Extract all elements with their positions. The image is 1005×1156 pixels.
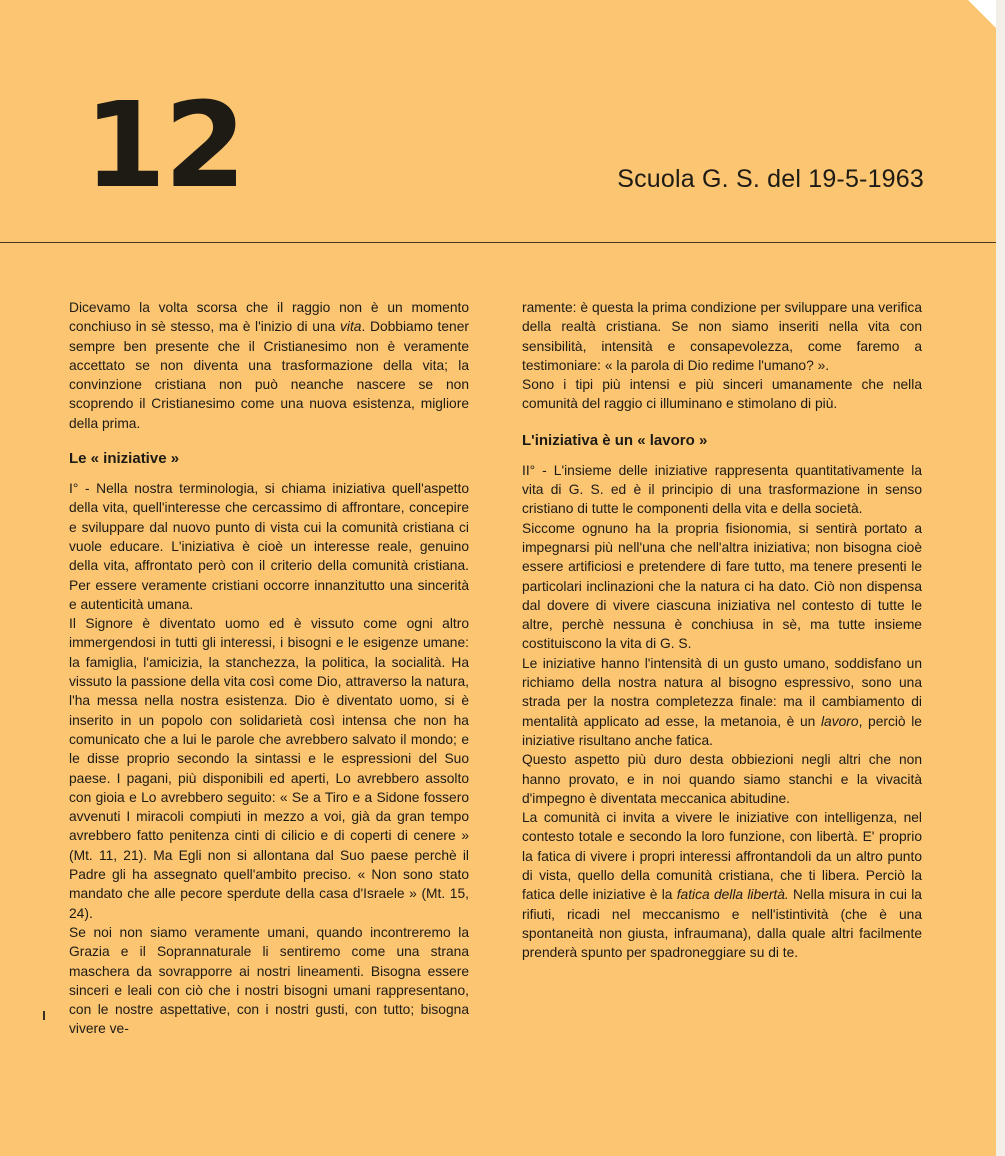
paragraph-text: La comunità ci invita a vivere le iniziative con intelligenza, nel contesto totale e secondo la loro funzione, con libertà. E' proprio la fatica di vivere i propri interessi affrontandoli da un altro punto di vista, quello della comunità cristiana, che ti libera. Perciò la fatica delle iniziative è la bbox=[522, 810, 922, 903]
section-heading-iniziative: Le « iniziative » bbox=[69, 450, 180, 468]
paragraph bbox=[522, 808, 922, 962]
intro-text-end: . Dobbiamo tener sempre ben presente che il Cristianesimo non è veramente accettato se non diventa una trasformazione della vita; la convinzione cristiana non può neanche nascere se non scoprendo il Cristianesimo come una nuova esistenza, migliore della prima. bbox=[69, 319, 469, 431]
paragraph-text-end: , perciò le iniziative risultano anche fatica. bbox=[522, 713, 922, 748]
paragraph: Siccome ognuno ha la propria fisionomia, si sentirà portato a impegnarsi più nell'una che nell'altra iniziativa; non bisogna cioè essere artificiosi e pretendere di fare tutto, ma tenere presenti le particolari inclinazioni che la natura ci ha dato. Ciò non dispensa dal dovere di vivere ciascuna iniziativa nel contesto di tutte le altre, perchè nessuna è conchiusa in sè, ma tutte insieme costituiscono la vita di G. S. bbox=[522, 520, 922, 652]
paragraph: ramente: è questa la prima condizione per sviluppare una verifica della realtà cristiana. Se non siamo inseriti nella vita con sensibilità, intensità e consapevolezza, come faremo a testimoniare: « la parola di Dio redime l'umano? ». bbox=[522, 300, 922, 373]
paragraph: Il Signore è diventato uomo ed è vissuto come ogni altro immergendosi in tutti gli interessi, i bisogni e le esigenze umane: la famiglia, l'amicizia, la stanchezza, la politica, la socialità. Ha vissuto la passione della vita così come Dio, attraverso la natura, l'ha messa nella nostra esistenza. Dio è diventato uomo, si è inserito in un popolo con solidarietà così intensa che non ha comunicato che a lui le parole che avrebbero salvato il mondo; e le disse proprio secondo la sintassi e le espressioni del Suo paese. I pagani, più disponibili ed aperti, Lo avrebbero assolto con gioia e Lo avrebbero seguito: « Se a Tiro e a Sidone fossero avvenuti I miracoli compiuti in mezzo a voi, già da gran tempo avrebbero fatto penitenza cinti di cilicio e di coperti di cenere » (Mt. 11, 21). Ma Egli non si allontana dal Suo paese perchè il Padre gli ha assegnato quell'ambito preciso. « Non sono stato mandato che alle pecore sperdute della casa d'Israele » (Mt. 15, 24). bbox=[69, 616, 469, 921]
paragraph: I° - Nella nostra terminologia, si chiama iniziativa quell'aspetto della vita, quell'interesse che cercassimo di affrontare, concepire e sviluppare dal nuovo punto di vista cui la comunità cristiana ci vuole educare. L'iniziativa è cioè un interesse reale, genuino della vita, affrontato però con il criterio della comunità cristiana. Per essere veramente cristiani occorre innanzitutto una sincerità e autenticità umana. bbox=[69, 481, 469, 612]
header-divider bbox=[0, 242, 996, 243]
page-number: 12 bbox=[84, 76, 245, 214]
right-column bbox=[522, 298, 922, 963]
intro-emphasis: vita bbox=[339, 319, 362, 335]
margin-mark bbox=[43, 1011, 45, 1020]
emphasis-liberta: fatica della libertà. bbox=[676, 887, 789, 903]
left-column bbox=[69, 298, 469, 1039]
page-corner bbox=[968, 0, 996, 28]
section-heading-lavoro: L'iniziativa è un « lavoro » bbox=[522, 431, 708, 449]
paragraph: Sono i tipi più intensi e più sinceri umanamente che nella comunità del raggio ci illuminano e stimolano di più. bbox=[522, 377, 922, 412]
paragraph-text-end: Nella misura in cui la rifiuti, ricadi nel meccanismo e nell'istintività (che è una spontaneità non giusta, infraumana), dalla quale altri facilmente prenderà spunto per spadroneggiare su di te. bbox=[522, 887, 922, 961]
intro-paragraph bbox=[69, 298, 469, 433]
paragraph: II° - L'insieme delle iniziative rappresenta quantitativamente la vita di G. S. ed è il principio di una trasformazione in senso cristiano di tutte le componenti della vita e della società. bbox=[522, 462, 922, 517]
page-edge bbox=[996, 0, 1005, 1156]
emphasis-lavoro: lavoro bbox=[820, 713, 859, 729]
paragraph: Questo aspetto più duro desta obbiezioni negli altri che non hanno provato, e in noi quando siamo stanchi e la vivacità d'impegno è diventata meccanica abitudine. bbox=[522, 752, 922, 806]
intro-text: Dicevamo la volta scorsa che il raggio non è un momento conchiuso in sè stesso, ma è l'inizio di una bbox=[69, 300, 469, 335]
paragraph: Se noi non siamo veramente umani, quando incontreremo la Grazia e il Soprannaturale li sentiremo come una strana maschera da sovrapporre ai nostri lineamenti. Bisogna essere sinceri e leali con ciò che i nostri bisogni umani rappresentano, con le nostre aspettative, con i nostri gusti, con tutto; bisogna vivere ve- bbox=[69, 924, 469, 1037]
paragraph-text: Le iniziative hanno l'intensità di un gusto umano, soddisfano un richiamo della nostra natura al bisogno espressivo, sono una strada per la nostra completezza finale: ma il cambiamento di mentalità applicato ad esse, la metanoia, è un bbox=[522, 655, 922, 729]
header-title: Scuola G. S. del 19-5-1963 bbox=[617, 165, 924, 193]
paragraph bbox=[522, 654, 922, 750]
